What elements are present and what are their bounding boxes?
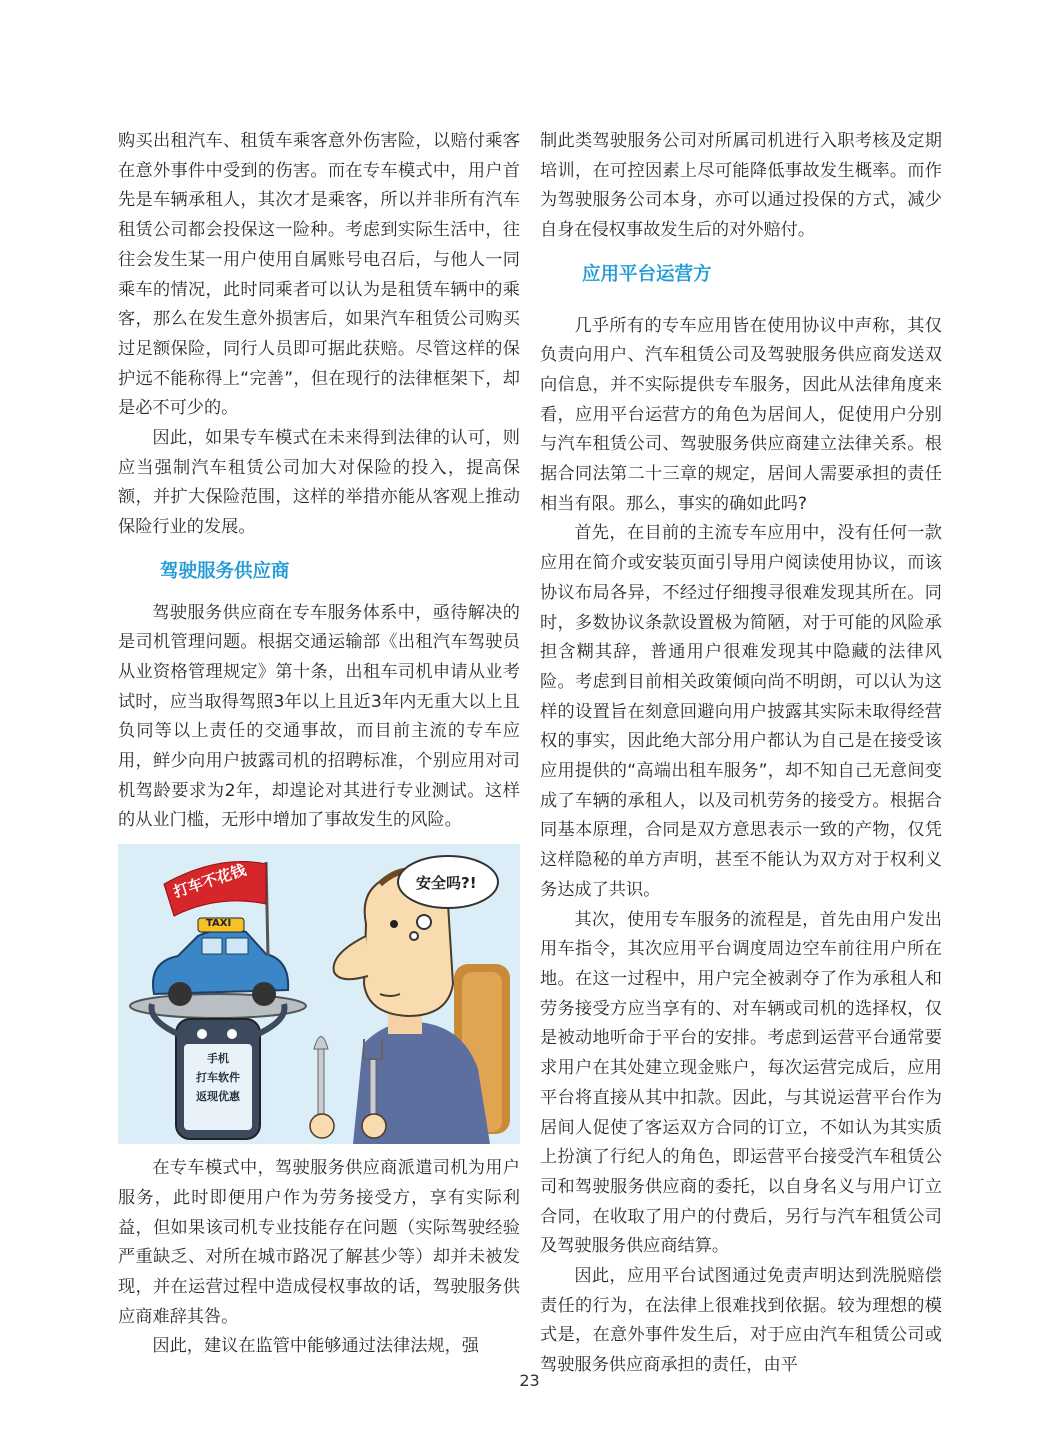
cartoon-illustration: [118, 844, 520, 1144]
paragraph: 购买出租汽车、租赁车乘客意外伤害险，以赔付乘客在意外事件中受到的伤害。而在专车模式中，用户首先是车辆承租人，其次才是乘客，所以并非所有汽车租赁公司都会投保这一险种。考虑到实际生活中，往往会发生某一用户使用自属账号电召后，与他人一同乘车的情况，此时同乘者可以认为是租赁车辆中的乘客，那么在发生意外损害后，如果汽车租赁公司购买过足额保险，同行人员即可据此获赔。尽管这样的保护远不能称得上“完善”，但在现行的法律框架下，却是必不可少的。: [118, 131, 520, 419]
section-heading: 驾驶服务供应商: [160, 560, 290, 582]
paragraph: 几乎所有的专车应用皆在使用协议中声称，其仅负责向用户、汽车租赁公司及驾驶服务供应商发送双向信息，并不实际提供专车服务，因此从法律角度来看，应用平台运营方的角色为居间人，促使用户分别与汽车租赁公司、驾驶服务供应商建立法律关系。根据合同法第二十三章的规定，居间人需要承担的责任相当有限。那么，事实的确如此吗?: [540, 315, 942, 514]
section-heading: 应用平台运营方: [582, 263, 712, 285]
phone-screen-text: [184, 1049, 252, 1106]
paragraph: 在专车模式中，驾驶服务供应商派遣司机为用户服务，此时即便用户作为劳务接受方，享有实际利益，但如果该司机专业技能存在问题（实际驾驶经验严重缺乏、对所在城市路况了解甚少等）却并未被发现，并在运营过程中造成侵权事故的话，驾驶服务供应商难辞其咎。: [118, 1158, 520, 1327]
paragraph: 因此，应用平台试图通过免责声明达到洗脱赔偿责任的行为，在法律上很难找到依据。较为理想的模式是，在意外事件发生后，对于应由汽车租赁公司或驾驶服务供应商承担的责任，由平: [540, 1266, 942, 1376]
right-column: [540, 127, 942, 1381]
paragraph: 其次，使用专车服务的流程是，首先由用户发出用车指令，其次应用平台调度周边空车前往用户所在地。在这一过程中，用户完全被剥夺了作为承租人和劳务接受方应当享有的、对车辆或司机的选择权，仅是被动地听命于平台的安排。考虑到运营平台通常要求用户在其处建立现金账户，每次运营完成后，应用平台将直接从其中扣款。因此，与其说运营平台作为居间人促使了客运双方合同的订立，不如认为其实质上扮演了行纪人的角色，即运营平台接受汽车租赁公司和驾驶服务供应商的委托，以自身名义与用户订立合同，在收取了用户的付费后，另行与汽车租赁公司及驾驶服务供应商结算。: [540, 909, 942, 1257]
speech-bubble-text: 安全吗?!: [416, 874, 477, 893]
taxi-sign-text: TAXI: [206, 918, 232, 930]
flag-text: 打车不花钱: [171, 860, 249, 902]
left-column: [118, 127, 520, 1362]
page-number: 23: [519, 1371, 540, 1390]
phone-text-line: 打车软件: [196, 1071, 240, 1085]
phone-text-line: 手机: [207, 1052, 229, 1066]
paragraph: 因此，如果专车模式在未来得到法律的认可，则应当强制汽车租赁公司加大对保险的投入，提高保额，并扩大保险范围，这样的举措亦能从客观上推动保险行业的发展。: [118, 428, 520, 538]
phone-text-line: 返现优惠: [196, 1090, 240, 1104]
paragraph: 驾驶服务供应商在专车服务体系中，亟待解决的是司机管理问题。根据交通运输部《出租汽车驾驶员从业资格管理规定》第十条，出租车司机申请从业考试时，应当取得驾照3年以上且近3年内无重大以上且负同等以上责任的交通事故，而目前主流的专车应用，鲜少向用户披露司机的招聘标准，个别应用对司机驾龄要求为2年，却遑论对其进行专业测试。这样的从业门槛，无形中增加了事故发生的风险。: [118, 602, 520, 831]
paragraph: 首先，在目前的主流专车应用中，没有任何一款应用在简介或安装页面引导用户阅读使用协议，而该协议布局各异，不经过仔细搜寻很难发现其所在。同时，多数协议条款设置极为简陋，对于可能的风险承担含糊其辞，普通用户很难发现其中隐藏的法律风险。考虑到目前相关政策倾向尚不明朗，可以认为这样的设置旨在刻意回避向用户披露其实际未取得经营权的事实，因此绝大部分用户都认为自己是在接受该应用提供的“高端出租车服务”，却不知自己无意间变成了车辆的承租人，以及司机劳务的接受方。根据合同基本原理，合同是双方意思表示一致的产物，仅凭这样隐秘的单方声明，甚至不能认为双方对于权利义务达成了共识。: [540, 523, 942, 900]
paragraph: 制此类驾驶服务公司对所属司机进行入职考核及定期培训，在可控因素上尽可能降低事故发生概率。而作为驾驶服务公司本身，亦可以通过投保的方式，减少自身在侵权事故发生后的对外赔付。: [540, 131, 942, 241]
paragraph: 因此，建议在监管中能够通过法律法规，强: [152, 1336, 479, 1357]
